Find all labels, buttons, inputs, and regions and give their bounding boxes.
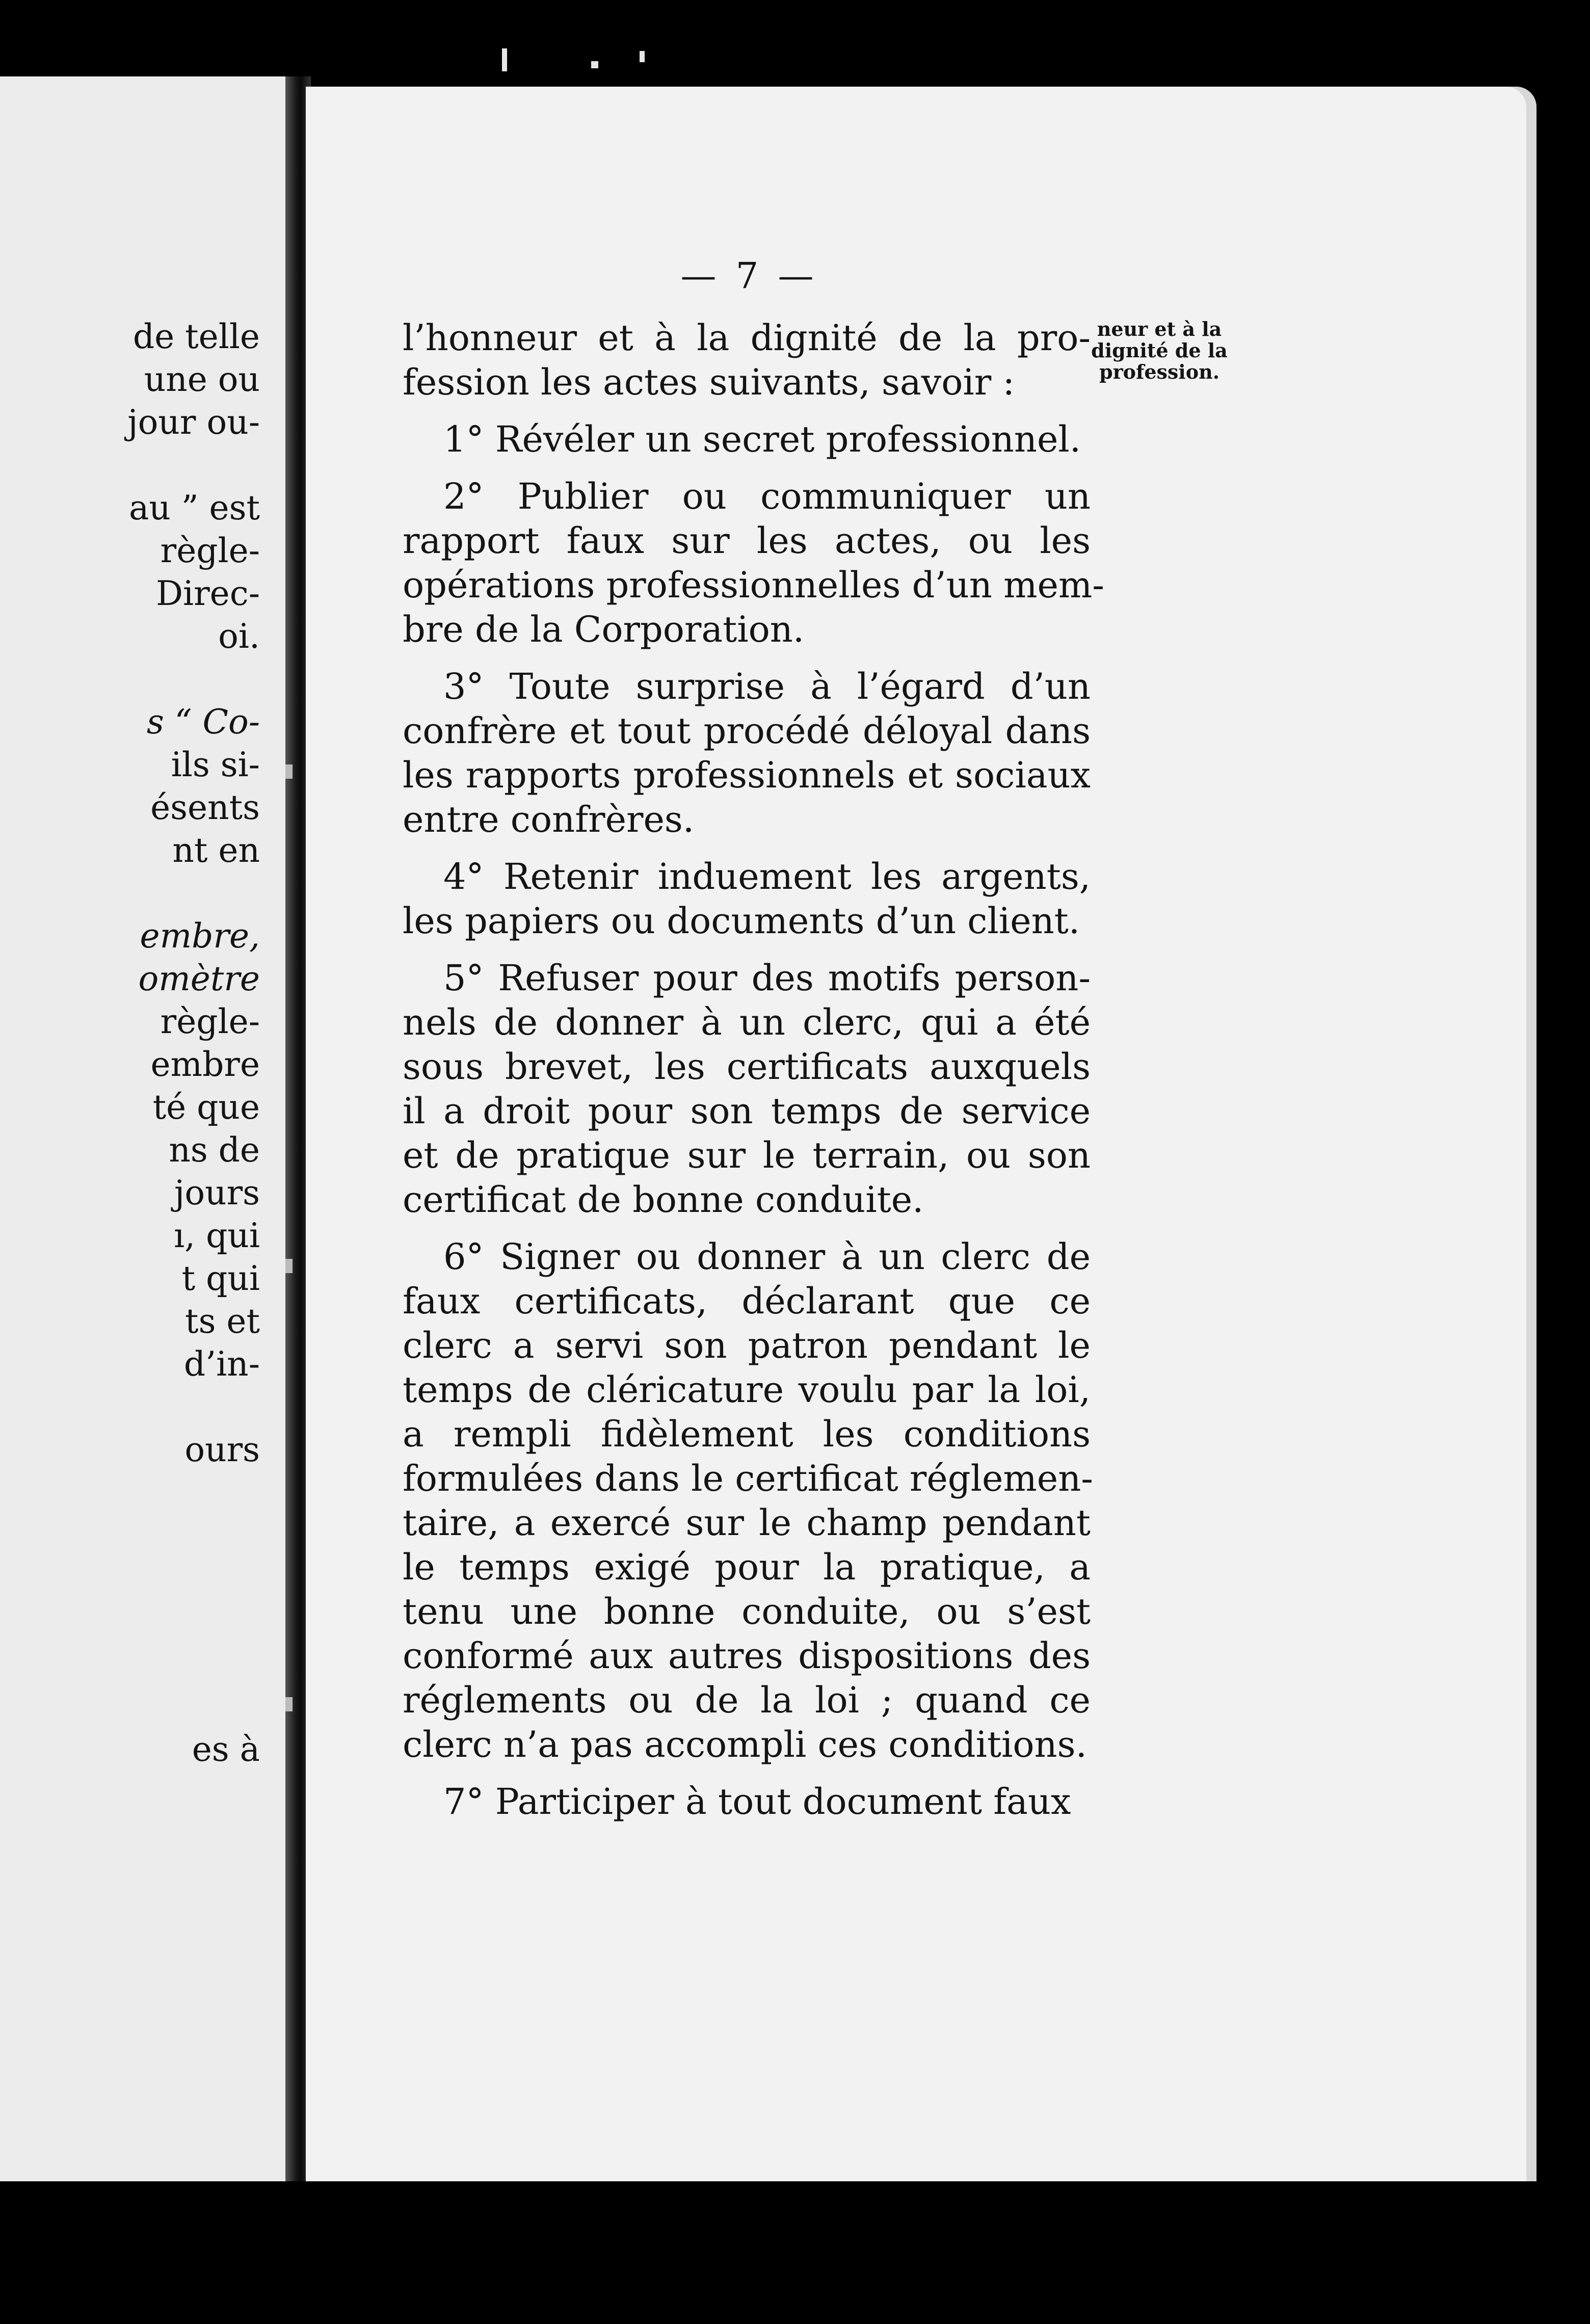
- text-line: taire, a exercé sur le champ pendant: [403, 1502, 1091, 1544]
- text-line: faux certificats, déclarant que ce: [403, 1280, 1091, 1322]
- left-page-line: embre,: [140, 916, 260, 956]
- text-line: et de pratique sur le terrain, ou son: [403, 1134, 1091, 1176]
- text-line: il a droit pour son temps de service: [403, 1090, 1091, 1132]
- text-line: bre de la Corporation.: [403, 609, 805, 650]
- paragraph: [403, 956, 1091, 1222]
- text-line: 7° Participer à tout document faux: [443, 1781, 1071, 1823]
- spine-notch: [285, 1697, 293, 1711]
- paragraph: [403, 1235, 1091, 1767]
- text-line: 4° Retenir induement les argents,: [443, 856, 1091, 897]
- text-line: rapport faux sur les actes, ou les: [403, 520, 1091, 562]
- left-page-line: té que: [152, 1088, 260, 1127]
- text-line: tenu une bonne conduite, ou s’est: [403, 1591, 1091, 1632]
- margin-note: [1083, 319, 1236, 383]
- left-page-line: une ou: [144, 360, 260, 399]
- text-line: les papiers ou documents d’un client.: [403, 900, 1080, 942]
- text-line: formulées dans le certificat réglemen-: [403, 1458, 1093, 1499]
- left-page-line: Direc-: [156, 574, 260, 613]
- page-number: — 7 —: [680, 255, 818, 297]
- text-line: l’honneur et à la dignité de la pro-: [403, 317, 1091, 359]
- margin-note-line: profession.: [1099, 360, 1220, 383]
- text-line: 1° Révéler un secret professionnel.: [443, 418, 1081, 460]
- text-line: sous brevet, les certificats auxquels: [403, 1046, 1091, 1088]
- text-line: réglements ou de la loi ; quand ce: [403, 1679, 1091, 1721]
- spine-notch: [285, 1259, 293, 1273]
- text-line: clerc n’a pas accompli ces conditions.: [403, 1724, 1087, 1765]
- margin-note-line: neur et à la: [1097, 318, 1222, 340]
- paragraph: [403, 665, 1091, 842]
- text-line: certificat de bonne conduite.: [403, 1179, 924, 1221]
- main-text: [403, 316, 1104, 1837]
- left-page-line: ils si-: [171, 745, 260, 784]
- text-line: 2° Publier ou communiquer un: [443, 476, 1091, 517]
- text-line: 6° Signer ou donner à un clerc de: [443, 1236, 1091, 1278]
- left-page-line: règle-: [160, 531, 260, 570]
- text-line: les rapports professionnels et sociaux: [403, 754, 1091, 796]
- paragraph: [403, 316, 1091, 405]
- left-page-line: au ” est: [128, 488, 260, 527]
- left-page-line: s “ Co-: [146, 702, 260, 742]
- left-page-line: oi.: [218, 617, 260, 656]
- left-page-line: ı, qui: [174, 1216, 260, 1255]
- text-line: entre confrères.: [403, 799, 695, 840]
- text-line: a rempli fidèlement les conditions: [403, 1413, 1091, 1455]
- margin-note-line: dignité de la: [1091, 339, 1228, 362]
- text-line: clerc a servi son patron pendant le: [403, 1325, 1091, 1366]
- scan-debris: [502, 48, 507, 71]
- left-page-line: es à: [192, 1730, 260, 1769]
- text-line: opérations professionnelles d’un mem-: [403, 564, 1104, 606]
- left-page-line: embre: [150, 1045, 260, 1084]
- text-line: le temps exigé pour la pratique, a: [403, 1546, 1091, 1588]
- text-line: temps de cléricature voulu par la loi,: [403, 1369, 1091, 1411]
- left-page-line: ns de: [169, 1130, 260, 1170]
- left-page-line: jours: [174, 1173, 260, 1212]
- text-line: nels de donner à un clerc, qui a été: [403, 1001, 1091, 1043]
- left-page-line: jour ou-: [127, 403, 260, 442]
- left-page-line: d’in-: [183, 1344, 260, 1384]
- text-line: confrère et tout procédé déloyal dans: [403, 710, 1091, 752]
- text-line: 5° Refuser pour des motifs person-: [443, 957, 1091, 999]
- left-page-line: omètre: [138, 959, 260, 998]
- left-page-line: nt en: [172, 831, 260, 870]
- paragraph: [403, 1780, 1091, 1824]
- text-line: conformé aux autres dispositions des: [403, 1635, 1091, 1677]
- left-page-line: ésents: [150, 788, 260, 827]
- paragraph: [403, 474, 1104, 652]
- left-page-line: t qui: [181, 1259, 260, 1298]
- spine-notch: [285, 764, 293, 779]
- left-page-line: ours: [184, 1430, 260, 1469]
- paragraph: [403, 417, 1091, 462]
- left-page-line: règle-: [160, 1002, 260, 1041]
- paragraph: [403, 855, 1091, 943]
- previous-page-fragment: [0, 76, 287, 2181]
- scan-debris: [591, 61, 598, 68]
- text-line: 3° Toute surprise à l’égard d’un: [443, 666, 1091, 707]
- text-line: fession les actes suivants, savoir :: [403, 361, 1015, 403]
- scan-debris: [640, 51, 645, 62]
- left-page-line: de telle: [132, 317, 260, 356]
- left-page-line: ts et: [185, 1302, 260, 1341]
